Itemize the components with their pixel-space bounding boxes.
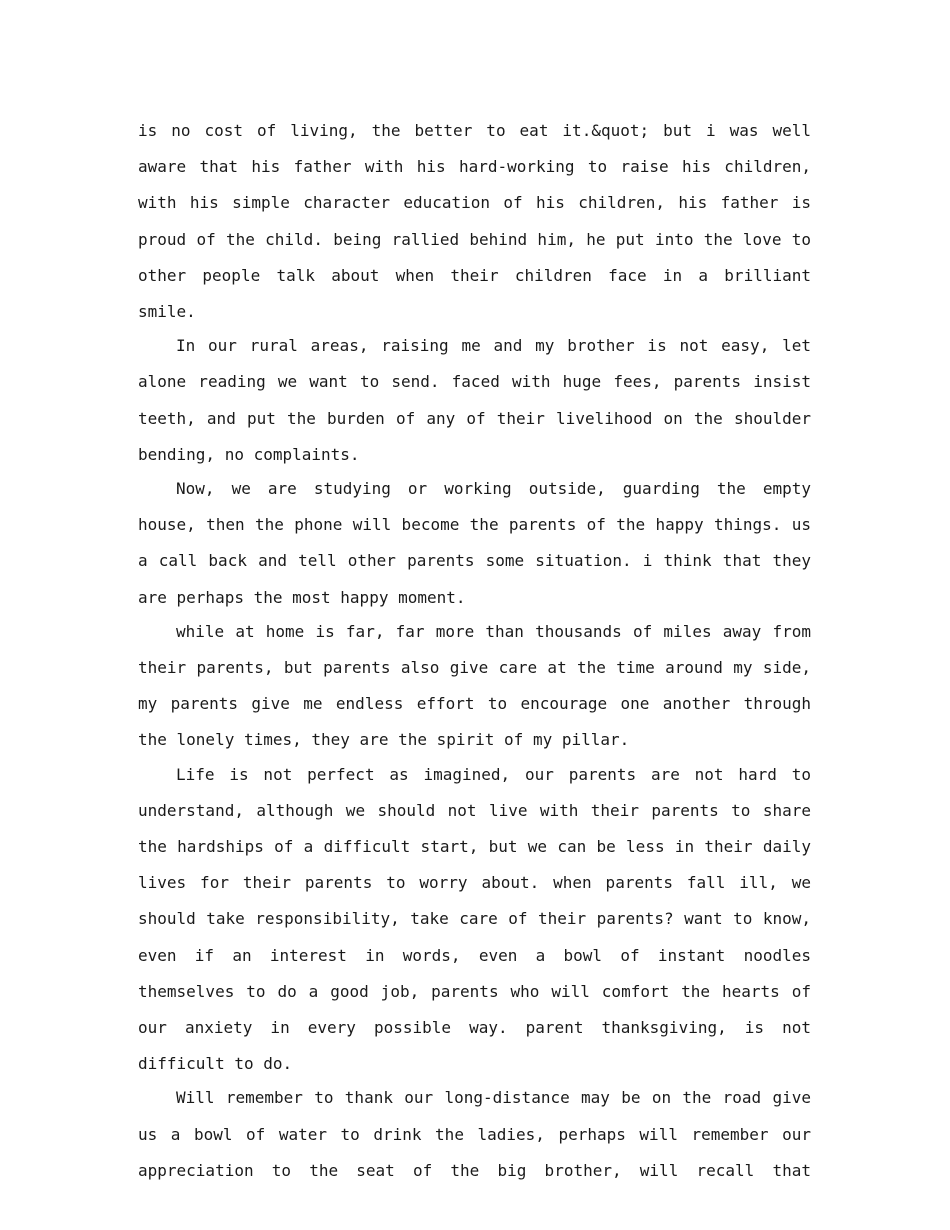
paragraph: Now, we are studying or working outside, guarding the empty house, then the phone will become the parents of the happy things. us a call back and tell other parents some situation. i think that they are perhaps the most happy moment. — [138, 479, 811, 607]
paragraph: Life is not perfect as imagined, our parents are not hard to understand, although we should not live with their parents to share the hardships of a difficult start, but we can be less in their daily lives for their parents to worry about. when parents fall ill, we should take responsibility, take care of their parents? want to know, even if an interest in words, even a bowl of instant noodles themselves to do a good job, parents who will comfort the hearts of our anxiety in every possible way. parent thanksgiving, is not difficult to do. — [138, 764, 811, 1074]
paragraph: while at home is far, far more than thousands of miles away from their parents, but parents also give care at the time around my side, my parents give me endless effort to encourage one another through the lonely times, they are the spirit of my pillar. — [138, 621, 811, 750]
document-body — [138, 113, 811, 1187]
paragraph: In our rural areas, raising me and my brother is not easy, let alone reading we want to send. faced with huge fees, parents insist teeth, and put the burden of any of their livelihood on the shoulder bending, no complaints. — [138, 336, 811, 464]
paragraph: is no cost of living, the better to eat it.&quot; but i was well aware that his father with his hard-working to raise his children, with his simple character education of his children, his father is proud of the child. being rallied behind him, he put into the love to other people talk about when their children face in a brilliant smile. — [138, 121, 811, 322]
paragraph: Will remember to thank our long-distance may be on the road give us a bowl of water to drink the ladies, perhaps will remember our appreciation to the seat of the big brother, will recall that — [138, 1088, 811, 1180]
